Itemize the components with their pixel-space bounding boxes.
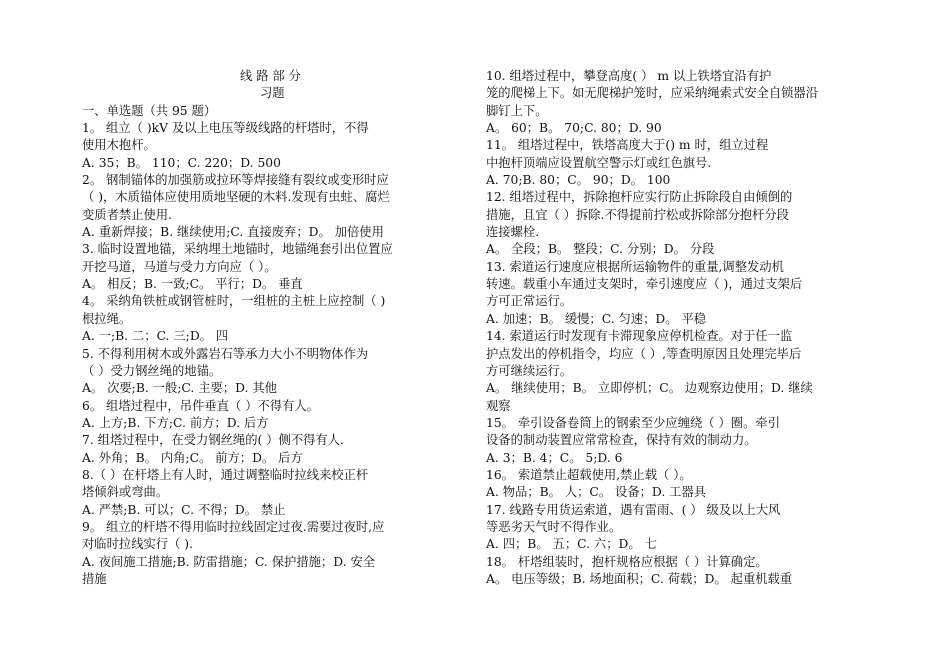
text-line: 措施 [82,571,107,586]
text-line: 脚钉上下。 [486,103,548,118]
text-line: 笼的爬梯上下。如无爬梯护笼时，应采纳绳索式安全自锁器沿 [486,86,819,101]
text-line: 18。 杆塔组装时，抱杆规格应根据（ ）计算确定。 [486,554,768,569]
text-line: 17. 线路专用货运索道，遇有雷雨、( ） 级及以上大风 [486,502,781,517]
text-line: A. 四；B。 五；C. 六；D。 七 [486,537,657,552]
text-line: 中抱杆顶端应设置航空警示灯或红色旗号. [486,155,712,170]
text-line: （ )，木质锚体应使用质地坚硬的木料.发现有虫蛀、腐烂 [82,190,390,205]
text-line: 13. 索道运行速度应根据所运输物件的重量,调整发动机 [486,259,784,274]
text-line: 12. 组塔过程中，拆除抱杆应实行防止拆除段自由倾倒的 [486,190,793,205]
text-line: 等恶劣天气时不得作业。 [486,519,622,534]
text-line: 塔倾斜或弯曲。 [82,485,169,500]
text-line: 转速。载重小车通过支架时，牵引速度应（ )，通过支架后 [486,277,803,292]
text-line: 方可正常运行。 [486,294,573,309]
text-line: 6。 组塔过程中，吊件垂直（ ）不得有人。 [82,398,319,413]
text-line: A. 一;B. 二；C. 三;D。 四 [82,329,229,344]
left-column [82,68,452,588]
text-line: A. 70;B. 80；C。 90；D。 100 [486,173,671,188]
text-line: 方可继续运行。 [486,363,573,378]
text-line: 一、单选题（共 95 题） [82,103,217,118]
text-line: A。 次要;B. 一般;C. 主要；D. 其他 [82,381,277,396]
text-line: 2。 钢制锚体的加强筋或拉环等焊接缝有裂纹或变形时应 [82,173,389,188]
text-line: A. 3；B. 4；C。 5;D. 6 [486,450,623,465]
text-line: A. 重新焊接；B. 继续使用;C. 直接废弃；D。 加倍使用 [82,225,384,240]
text-line: 连接螺栓. [486,225,540,240]
text-line: 措施，且宜（ ）拆除.不得提前拧松或拆除部分抱杆分段 [486,207,789,222]
text-line: 7. 组塔过程中，在受力钢丝绳的( ）侧不得有人. [82,433,344,448]
document-subtitle: 习题 [260,86,285,101]
text-line: 10. 组塔过程中，攀登高度( ） m 以上铁塔宜沿有护 [486,69,772,83]
text-line: A。 60；B。 70;C. 80；D. 90 [486,121,662,136]
text-line: 15。 牵引设备卷筒上的钢索至少应缠绕（ ）圈。牵引 [486,415,780,430]
text-line: A. 严禁;B. 可以；C. 不得；D。 禁止 [82,502,286,517]
text-line: A。 全段；B。 整段；C. 分别；D。 分段 [486,242,715,257]
text-line: 设备的制动装置应常常检查，保持有效的制动力。 [486,433,757,448]
text-line: 使用木抱杆。 [82,138,156,153]
text-line: 9。 组立的杆塔不得用临时拉线固定过夜.需要过夜时,应 [82,519,385,534]
text-line: 11。 组塔过程中，铁塔高度大于() m 时，组立过程 [486,138,769,153]
right-column [486,68,866,588]
text-line: 开挖马道，马道与受力方向应（ ）。 [82,259,277,274]
text-line: A. 35；B。 110；C. 220；D. 500 [82,155,281,170]
text-line: （ ）受力钢丝绳的地锚。 [82,363,222,378]
text-line: A。 继续使用；B。 立即停机；C。 边观察边使用；D. 继续 [486,381,813,396]
text-line: 16。 索道禁止超载使用,禁止载（ ）。 [486,467,692,482]
text-line: 根拉绳。 [82,311,132,326]
text-line: 3. 临时设置地锚，采纳埋土地锚时，地锚绳套引出位置应 [82,242,393,257]
text-line: 对临时拉线实行（ ). [82,537,193,552]
text-line: 变质者禁止使用. [82,207,172,222]
text-line: 8.（ ）在杆塔上有人时，通过调整临时拉线来校正杆 [82,467,369,482]
text-line: 5. 不得利用树木或外露岩石等承力大小不明物体作为 [82,346,369,361]
text-line: 4。 采纳角铁桩或钢管桩时，一组桩的主桩上应控制（ ) [82,294,386,309]
text-line: A. 夜间施工措施;B. 防雷措施；C. 保护措施；D. 安全 [82,554,376,569]
text-line: 护点发出的停机指令，均应（ ）,等查明原因且处理完毕后 [486,346,802,361]
text-line: A。 相反；B. 一致;C。 平行；D。 垂直 [82,277,303,292]
text-line: A. 上方;B. 下方;C. 前方；D. 后方 [82,415,269,430]
document-title: 线 路 部 分 [240,69,301,83]
text-line: 观察 [486,398,511,413]
text-line: A. 物品；B。 人；C。 设备；D. 工器具 [486,485,707,500]
text-line: 14. 索道运行时发现有卡滞现象应停机检查。对于任一监 [486,329,793,344]
text-line: A. 外角；B。 内角;C。 前方；D。 后方 [82,450,303,465]
text-line: 1。 组立（ )kV 及以上电压等级线路的杆塔时，不得 [82,121,369,136]
text-line: A. 加速；B。 缓慢；C. 匀速；D。 平稳 [486,311,707,326]
text-line: A。 电压等级；B. 场地面积；C. 荷载；D。 起重机载重 [486,571,793,586]
